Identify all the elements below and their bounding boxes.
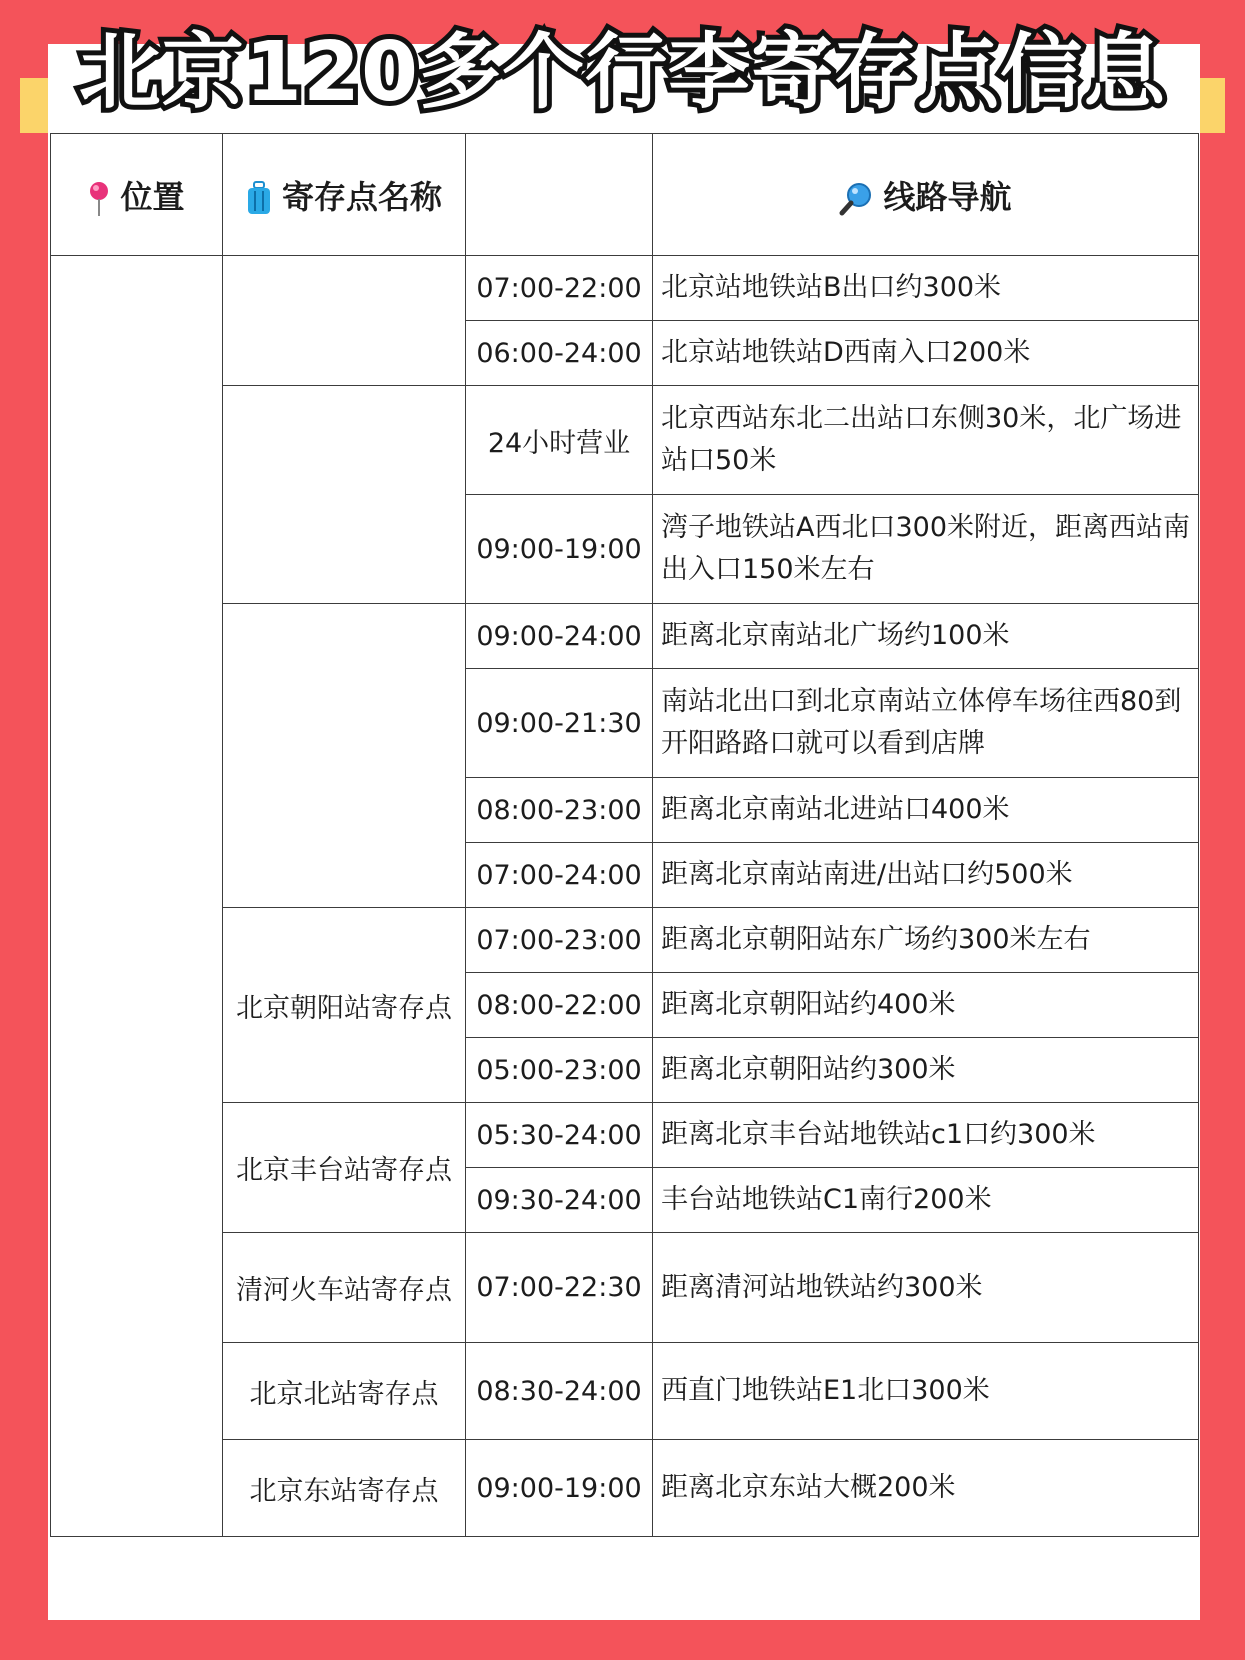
hours-cell: 05:00-23:00: [466, 1038, 653, 1103]
hours-cell: 07:00-22:00: [466, 256, 653, 321]
hours-cell: 09:00-21:30: [466, 669, 653, 778]
table-row: [51, 908, 1199, 973]
hours-cell: 09:30-24:00: [466, 1168, 653, 1233]
header-hours: [466, 134, 653, 256]
route-cell: 距离北京朝阳站约300米: [653, 1038, 1199, 1103]
route-cell: 距离北京东站大概200米: [653, 1440, 1199, 1537]
route-cell: 距离北京南站北广场约100米: [653, 604, 1199, 669]
station-name-cell: [223, 604, 466, 908]
storage-table: [50, 133, 1199, 1537]
station-name-cell: 北京丰台站寄存点: [223, 1103, 466, 1233]
route-cell: 南站北出口到北京南站立体停车场往西80到开阳路路口就可以看到店牌: [653, 669, 1199, 778]
hours-cell: 07:00-22:30: [466, 1233, 653, 1343]
table-row: [51, 1440, 1199, 1537]
route-cell: 距离北京朝阳站约400米: [653, 973, 1199, 1038]
location-cell: [51, 256, 223, 1537]
route-cell: 距离北京丰台站地铁站c1口约300米: [653, 1103, 1199, 1168]
station-name-cell: [223, 256, 466, 386]
header-name: [223, 134, 466, 256]
table-row: [51, 256, 1199, 321]
hours-cell: 07:00-23:00: [466, 908, 653, 973]
route-cell: 距离北京朝阳站东广场约300米左右: [653, 908, 1199, 973]
station-name-cell: 北京东站寄存点: [223, 1440, 466, 1537]
station-name-cell: 清河火车站寄存点: [223, 1233, 466, 1343]
luggage-icon: [246, 181, 272, 217]
hours-cell: 08:00-22:00: [466, 973, 653, 1038]
hours-cell: 09:00-24:00: [466, 604, 653, 669]
hours-cell: 09:00-19:00: [466, 1440, 653, 1537]
table-row: [51, 1343, 1199, 1440]
route-cell: 西直门地铁站E1北口300米: [653, 1343, 1199, 1440]
table-row: [51, 604, 1199, 669]
hours-cell: 08:30-24:00: [466, 1343, 653, 1440]
route-cell: 北京西站东北二出站口东侧30米，北广场进站口50米: [653, 386, 1199, 495]
hours-cell: 06:00-24:00: [466, 321, 653, 386]
magnifier-icon: [839, 182, 873, 216]
route-cell: 北京站地铁站B出口约300米: [653, 256, 1199, 321]
header-route-label: 线路导航: [883, 177, 1012, 216]
table-row: [51, 1233, 1199, 1343]
header-location: [51, 134, 223, 256]
pin-icon: [88, 181, 110, 217]
route-cell: 距离清河站地铁站约300米: [653, 1233, 1199, 1343]
table-row: [51, 386, 1199, 495]
header-route: [653, 134, 1199, 256]
route-cell: 北京站地铁站D西南入口200米: [653, 321, 1199, 386]
hours-cell: 07:00-24:00: [466, 843, 653, 908]
route-cell: 湾子地铁站A西北口300米附近，距离西站南出入口150米左右: [653, 495, 1199, 604]
hours-cell: 09:00-19:00: [466, 495, 653, 604]
table-header-row: [51, 134, 1199, 256]
hours-cell: 08:00-23:00: [466, 778, 653, 843]
route-cell: 距离北京南站北进站口400米: [653, 778, 1199, 843]
station-name-cell: 北京北站寄存点: [223, 1343, 466, 1440]
hours-cell: 05:30-24:00: [466, 1103, 653, 1168]
header-name-label: 寄存点名称: [281, 177, 442, 216]
hours-cell: 24小时营业: [466, 386, 653, 495]
route-cell: 距离北京南站南进/出站口约500米: [653, 843, 1199, 908]
route-cell: 丰台站地铁站C1南行200米: [653, 1168, 1199, 1233]
station-name-cell: 北京朝阳站寄存点: [223, 908, 466, 1103]
page-title: 北京120多个行李寄存点信息: [78, 25, 1167, 120]
station-name-cell: [223, 386, 466, 604]
table-row: [51, 1103, 1199, 1168]
header-location-label: 位置: [120, 177, 185, 216]
